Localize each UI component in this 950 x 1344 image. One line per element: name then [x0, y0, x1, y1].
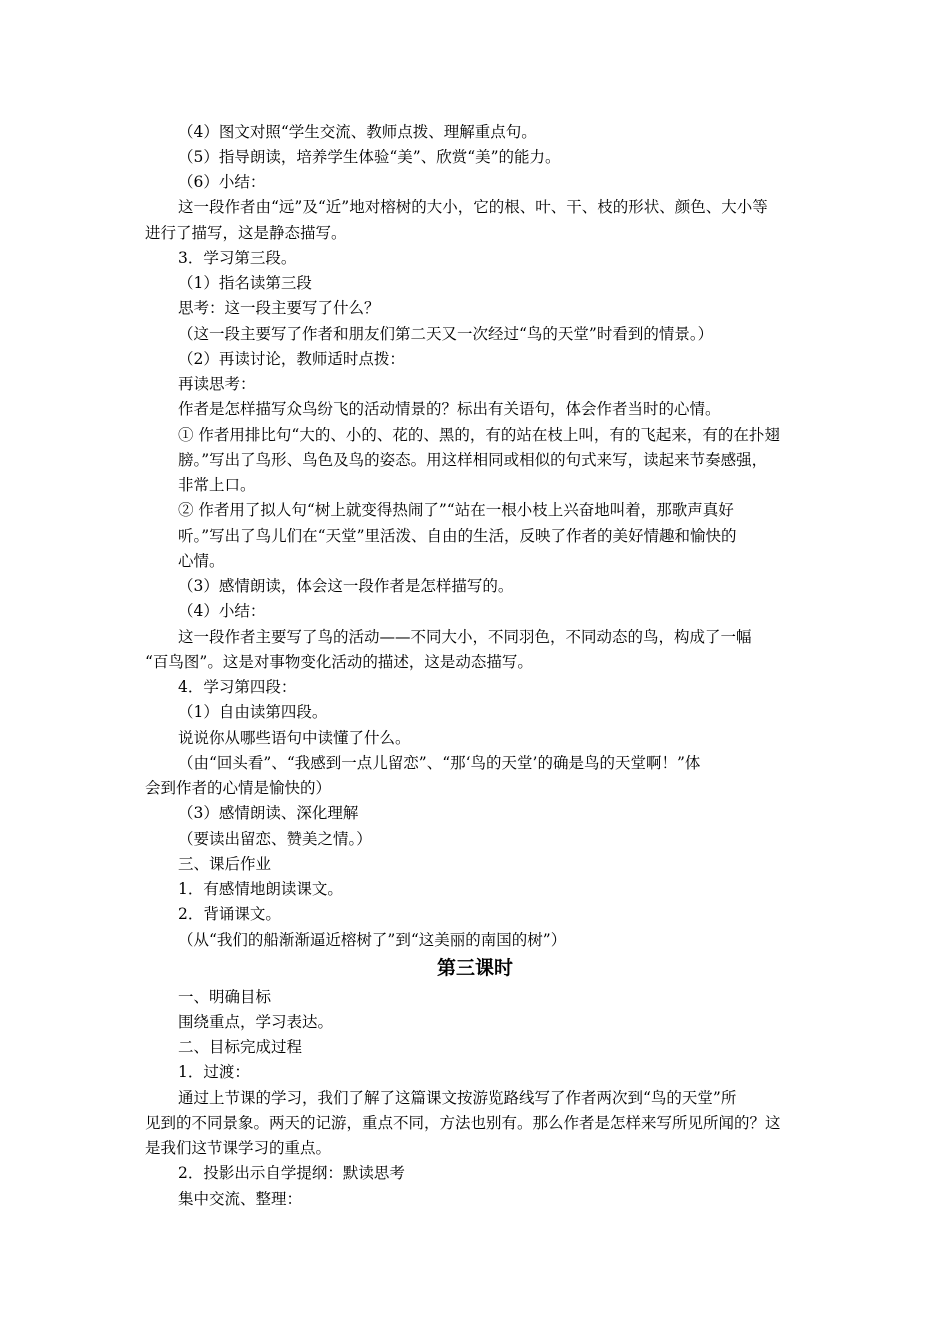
- text-line: 1．过渡：: [178, 1063, 250, 1081]
- text-line: 3．学习第三段。: [178, 249, 297, 267]
- text-line: （5）指导朗读，培养学生体验“美”、欣赏“美”的能力。: [178, 148, 561, 166]
- text-line: （从“我们的船渐渐逼近榕树了”到“这美丽的南国的树”）: [178, 931, 567, 949]
- text-line: 2．背诵课文。: [178, 905, 281, 923]
- text-line: （2）再读讨论，教师适时点拨：: [178, 350, 405, 368]
- text-line: （6）小结：: [178, 173, 266, 191]
- text-line: 一、明确目标: [178, 988, 272, 1006]
- text-line: 听。”写出了鸟儿们在“天堂”里活泼、自由的生活，反映了作者的美好情趣和愉快的: [178, 527, 737, 545]
- text-line: 是我们这节课学习的重点。: [145, 1139, 332, 1157]
- text-line: 说说你从哪些语句中读懂了什么。: [178, 729, 411, 747]
- text-line: “百鸟图”。这是对事物变化活动的描述，这是动态描写。: [145, 653, 533, 671]
- text-line: ① 作者用排比句“大的、小的、花的、黑的，有的站在枝上叫，有的飞起来，有的在扑翅: [178, 426, 780, 444]
- text-line: 心情。: [178, 552, 225, 570]
- text-line: 再读思考：: [178, 375, 256, 393]
- text-line: 1．有感情地朗读课文。: [178, 880, 343, 898]
- text-line: （3）感情朗读，体会这一段作者是怎样描写的。: [178, 577, 514, 595]
- text-line: 作者是怎样描写众鸟纷飞的活动情景的？标出有关语句，体会作者当时的心情。: [178, 400, 721, 418]
- text-line: 通过上节课的学习，我们了解了这篇课文按游览路线写了作者两次到“鸟的天堂”所: [178, 1089, 737, 1107]
- text-line: 2．投影出示自学提纲：默读思考: [178, 1164, 405, 1182]
- section-heading: 第三课时: [436, 957, 513, 979]
- text-line: 围绕重点，学习表达。: [178, 1013, 334, 1031]
- text-line: （1）自由读第四段。: [178, 703, 328, 721]
- text-line: （3）感情朗读、深化理解: [178, 804, 359, 822]
- text-line: 非常上口。: [178, 476, 256, 494]
- text-line: 会到作者的心情是愉快的）: [145, 779, 332, 797]
- text-line: 集中交流、整理：: [178, 1190, 303, 1208]
- text-line: （这一段主要写了作者和朋友们第二天又一次经过“鸟的天堂”时看到的情景。）: [178, 325, 714, 343]
- text-line: 这一段作者主要写了鸟的活动——不同大小，不同羽色，不同动态的鸟，构成了一幅: [178, 628, 752, 646]
- text-line: 三、课后作业: [178, 855, 272, 873]
- text-line: 二、目标完成过程: [178, 1038, 303, 1056]
- text-line: 思考：这一段主要写了什么？: [178, 299, 380, 317]
- text-line: （要读出留恋、赞美之情。）: [178, 830, 372, 848]
- text-line: 进行了描写，这是静态描写。: [145, 224, 347, 242]
- text-line: （1）指名读第三段: [178, 274, 312, 292]
- text-line: 4．学习第四段：: [178, 678, 297, 696]
- text-line: ② 作者用了拟人句“树上就变得热闹了”“站在一根小枝上兴奋地叫着，那歌声真好: [178, 501, 734, 519]
- text-line: 这一段作者由“远”及“近”地对榕树的大小，它的根、叶、干、枝的形状、颜色、大小等: [178, 198, 768, 216]
- text-line: （由“回头看”、“我感到一点儿留恋”、“那‘鸟的天堂’的确是鸟的天堂啊！”体: [178, 754, 701, 772]
- text-line: （4）小结：: [178, 602, 266, 620]
- text-line: （4）图文对照“学生交流、教师点拨、理解重点句。: [178, 123, 537, 141]
- text-line: 见到的不同景象。两天的记游，重点不同，方法也别有。那么作者是怎样来写所见所闻的？这: [145, 1114, 781, 1132]
- text-line: 膀。”写出了鸟形、鸟色及鸟的姿态。用这样相同或相似的句式来写，读起来节奏感强，: [178, 451, 768, 469]
